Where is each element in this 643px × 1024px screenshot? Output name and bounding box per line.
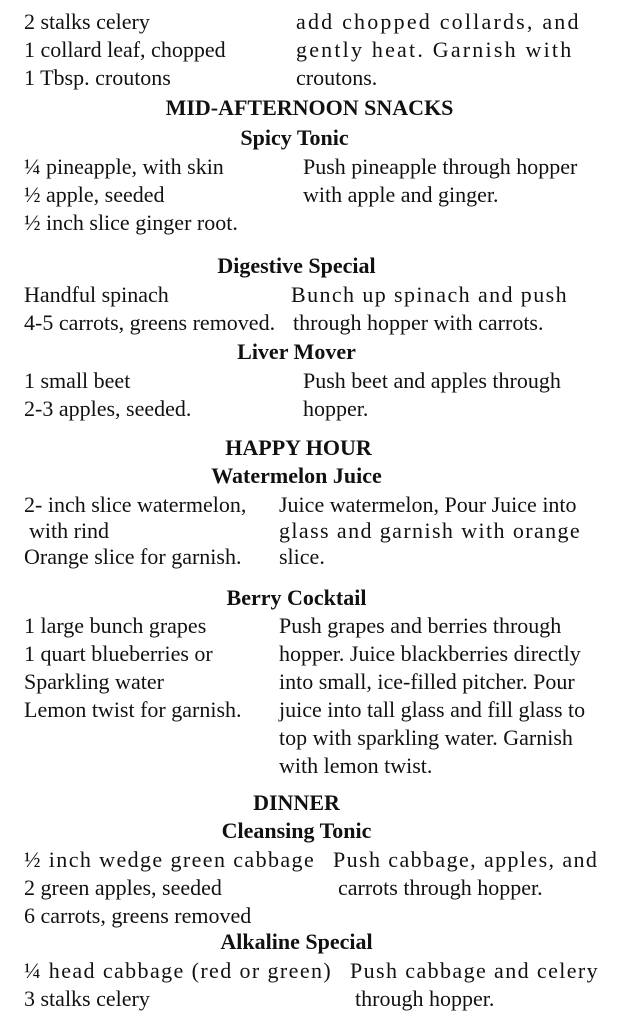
section-title: DINNER bbox=[253, 790, 340, 815]
ingredient-line: with rind bbox=[29, 518, 110, 543]
recipe-title: Spicy Tonic bbox=[240, 125, 349, 150]
ingredient-line: ½ inch wedge green cabbage bbox=[24, 847, 316, 872]
direction-line: into small, ice-filled pitcher. Pour bbox=[279, 669, 575, 694]
recipe-title: Alkaline Special bbox=[220, 929, 373, 954]
direction-line: juice into tall glass and fill glass to bbox=[279, 697, 586, 722]
section-title: HAPPY HOUR bbox=[225, 435, 372, 460]
direction-line: with lemon twist. bbox=[279, 753, 433, 778]
direction-line: with apple and ginger. bbox=[303, 182, 499, 207]
direction-line: croutons. bbox=[296, 65, 378, 90]
direction-line: Push pineapple through hopper bbox=[303, 154, 578, 179]
ingredient-line: 2- inch slice watermelon, bbox=[24, 492, 247, 517]
section-title: MID-AFTERNOON SNACKS bbox=[165, 95, 454, 120]
ingredient-line: Sparkling water bbox=[24, 669, 164, 694]
direction-line: through hopper. bbox=[355, 986, 495, 1011]
direction-line: glass and garnish with orange bbox=[279, 518, 582, 543]
ingredient-line: 1 small beet bbox=[24, 368, 131, 393]
ingredient-line: 1 collard leaf, chopped bbox=[24, 37, 226, 62]
ingredient-line: 1 Tbsp. croutons bbox=[24, 65, 171, 90]
direction-line: top with sparkling water. Garnish bbox=[279, 725, 573, 750]
direction-line: Push grapes and berries through bbox=[279, 613, 562, 638]
recipe-title: Watermelon Juice bbox=[211, 463, 382, 488]
direction-line: gently heat. Garnish with bbox=[296, 37, 574, 62]
ingredient-line: 1 large bunch grapes bbox=[24, 613, 207, 638]
ingredient-line: Orange slice for garnish. bbox=[24, 544, 242, 569]
ingredient-line: ½ inch slice ginger root. bbox=[24, 210, 238, 235]
direction-line: hopper. bbox=[303, 396, 369, 421]
direction-line: Juice watermelon, Pour Juice into bbox=[279, 492, 577, 517]
recipe-title: Cleansing Tonic bbox=[221, 818, 372, 843]
direction-line: carrots through hopper. bbox=[338, 875, 543, 900]
ingredient-line: 6 carrots, greens removed bbox=[24, 903, 252, 928]
recipe-title: Digestive Special bbox=[217, 253, 376, 278]
direction-line: Push cabbage, apples, and bbox=[333, 847, 599, 872]
ingredient-line: Handful spinach bbox=[24, 282, 169, 307]
ingredient-line: 2 green apples, seeded bbox=[24, 875, 222, 900]
direction-line: slice. bbox=[279, 544, 325, 569]
direction-line: Bunch up spinach and push bbox=[291, 282, 568, 307]
ingredient-line: 1 quart blueberries or bbox=[24, 641, 213, 666]
direction-line: Push beet and apples through bbox=[303, 368, 561, 393]
direction-line: hopper. Juice blackberries directly bbox=[279, 641, 581, 666]
ingredient-line: ½ apple, seeded bbox=[24, 182, 165, 207]
ingredient-line: 3 stalks celery bbox=[24, 986, 150, 1011]
ingredient-line: ¼ head cabbage (red or green) bbox=[24, 958, 333, 983]
recipe-title: Liver Mover bbox=[237, 339, 356, 364]
recipe-title: Berry Cocktail bbox=[226, 585, 367, 610]
ingredient-line: Lemon twist for garnish. bbox=[24, 697, 242, 722]
direction-line: add chopped collards, and bbox=[296, 9, 581, 34]
ingredient-line: ¼ pineapple, with skin bbox=[24, 154, 224, 179]
direction-line: Push cabbage and celery bbox=[350, 958, 600, 983]
ingredient-line: 4-5 carrots, greens removed. bbox=[24, 310, 276, 335]
ingredient-line: 2-3 apples, seeded. bbox=[24, 396, 192, 421]
direction-line: through hopper with carrots. bbox=[293, 310, 544, 335]
ingredient-line: 2 stalks celery bbox=[24, 9, 150, 34]
